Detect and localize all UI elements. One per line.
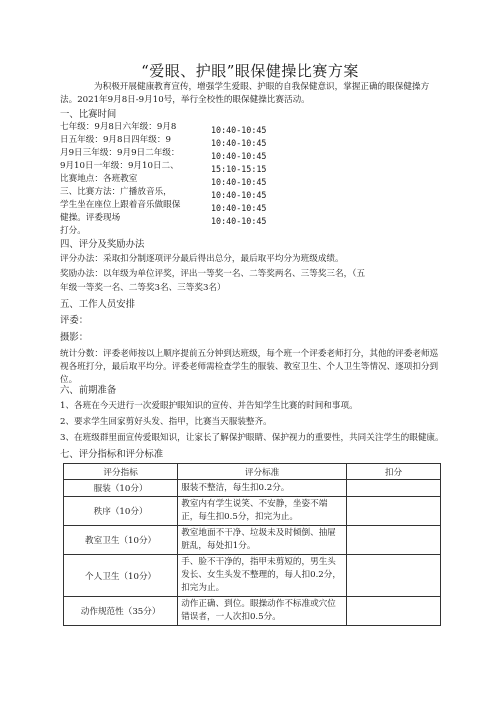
table-row <box>64 497 441 526</box>
table-header-row <box>64 464 441 480</box>
schedule-line: 9月10日一年级：9月10日二、 <box>60 161 179 171</box>
schedule-line: 打分。 <box>60 226 86 236</box>
schedule-line: 月9日三年级：9月9日二年级： <box>60 148 180 158</box>
schedule-line: 比赛地点：各班教室 <box>60 174 138 184</box>
time-slot: 10:40-10:45 <box>211 216 267 226</box>
standard-cell: 教室内有学生说笑、不安静，坐姿不端正，每生扣0.5分，扣完为止。 <box>178 497 347 526</box>
indicator-cell: 个人卫生（10分） <box>64 555 178 597</box>
score-statistics-paragraph: 统计分数：评委老师按以上顺序提前五分钟到达班级，每个班一个评委老师打分，其他的评委老师巡视各班打分，最后取平均分。评委老师需检查学生的服装、教室卫生、个人卫生等情况、逐项扣分到位。 <box>60 349 439 385</box>
deduction-cell <box>346 597 440 626</box>
section6-heading: 六、前期准备 <box>60 385 117 396</box>
prep-item-2: 2、要求学生回家剪好头发、指甲，比赛当天服装整齐。 <box>60 417 272 427</box>
section5-heading: 五、工作人员安排 <box>60 299 136 310</box>
judges-label: 评委： <box>60 315 89 326</box>
time-slot: 15:10-15:15 <box>211 164 267 174</box>
section7-heading: 七、评分指标和评分标准 <box>60 449 164 460</box>
deduction-cell <box>346 526 440 555</box>
indicator-cell: 教室卫生（10分） <box>64 526 178 555</box>
time-slot: 10:40-10:45 <box>211 151 267 161</box>
intro-paragraph: 为积极开展健康教育宣传，增强学生爱眼、护眼的自我保健意识，掌握正确的眼保健操方法。2021年9月8日-9月10号，举行全校性的眼保健操比赛活动。 <box>60 82 430 105</box>
award-rule-line1: 奖励办法：以年级为单位评奖，评出一等奖一名、二等奖两名、三等奖三名，（五 <box>60 269 366 279</box>
scoring-table <box>63 463 441 626</box>
time-slot: 10:40-10:45 <box>211 125 267 135</box>
prep-item-1: 1、各班在今天进行一次爱眼护眼知识的宣传、并告知学生比赛的时间和事项。 <box>60 401 358 411</box>
table-row <box>64 480 441 497</box>
standard-cell: 动作正确、到位。眼操动作不标准或穴位错误者，一人次扣0.5分。 <box>178 597 347 626</box>
schedule-line: 健操。评委现场 <box>60 213 121 223</box>
schedule-line: 七年级：9月8日六年级：9月8 <box>60 122 177 132</box>
table-row <box>64 597 441 626</box>
award-rule-line2: 年级一等奖一名、二等奖3名、三等奖3名） <box>60 283 226 293</box>
deduction-cell <box>346 497 440 526</box>
indicator-cell: 秩序（10分） <box>64 497 178 526</box>
prep-item-3: 3、在班级群里面宣传爱眼知识，让家长了解保护眼睛、保护视力的重要性，共同关注学生的眼健康。 <box>60 433 444 443</box>
standard-cell: 教室地面不干净、垃圾未及时倾倒、抽屉脏乱，每处扣1分。 <box>178 526 347 555</box>
schedule-line: 日五年级：9月8日四年级：9 <box>60 135 171 145</box>
indicator-cell: 服装（10分） <box>64 480 178 497</box>
photography-label: 摄影： <box>60 332 89 343</box>
section1-heading: 一、比赛时间 <box>60 109 117 120</box>
schedule-line: 三、比赛方法：广播放音乐， <box>60 187 172 197</box>
header-deduction: 扣分 <box>346 464 440 480</box>
section4-heading: 四、评分及奖励办法 <box>60 239 145 250</box>
schedule-times <box>211 124 291 228</box>
deduction-cell <box>346 480 440 497</box>
schedule-text <box>60 121 206 238</box>
standard-cell: 服装不整洁，每生扣0.2分。 <box>178 480 347 497</box>
schedule-line: 学生坐在座位上跟着音乐做眼保 <box>60 200 181 210</box>
scoring-rule: 评分办法：采取扣分制逐项评分最后得出总分，最后取平均分为班级成绩。 <box>60 254 344 264</box>
header-standard: 评分标准 <box>178 464 347 480</box>
standard-cell: 手、脸不干净的，指甲未剪短的，男生头发长、女生头发不整理的，每人扣0.2分，扣完为止。 <box>178 555 347 597</box>
document-title: “爱眼、护眼”眼保健操比赛方案 <box>141 62 359 80</box>
table-row <box>64 526 441 555</box>
time-slot: 10:40-10:45 <box>211 177 267 187</box>
table-row <box>64 555 441 597</box>
header-indicator: 评分指标 <box>64 464 178 480</box>
deduction-cell <box>346 555 440 597</box>
time-slot: 10:40-10:45 <box>211 190 267 200</box>
indicator-cell: 动作规范性（35分） <box>64 597 178 626</box>
time-slot: 10:40-10:45 <box>211 138 267 148</box>
time-slot: 10:40-10:45 <box>211 203 267 213</box>
